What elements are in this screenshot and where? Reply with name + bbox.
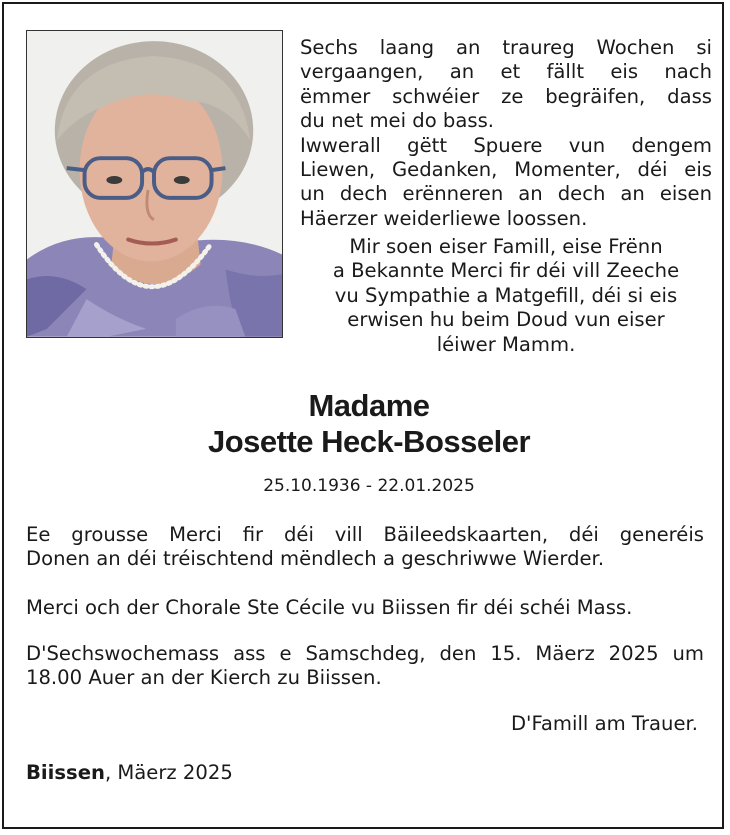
body-line: Ee grousse Merci fir déi vill Bäileedskaarten, déi generéis [26,523,704,546]
life-dates: 25.10.1936 - 22.01.2025 [263,476,475,496]
obituary-card [2,2,724,829]
mass-announcement-paragraph [26,642,704,691]
honorific: Madame [308,388,430,423]
thanks-line: a Bekannte Merci fir déi vill Zeeche [332,259,680,283]
poem-line: ëmmer schwéier ze begräifen, dass [300,84,712,108]
gratitude-paragraph [26,523,704,572]
poem-line: un dech erënneren an dech an eisen [300,182,712,206]
thanks-line: vu Sympathie a Matgefill, déi si eis [334,283,678,307]
thanks-line: Mir soen eiser Famill, eise Frënn [349,235,663,258]
poem-line: vergaangen, an et fällt eis nach [300,60,712,84]
thanks-line: erwisen hu beim Doud vun eiser [347,308,665,332]
place-date [26,761,233,785]
portrait-photo [26,30,283,338]
thanks-line: léiwer Mamm. [436,332,576,356]
thanks-text [300,235,712,357]
body-line: D'Sechswochemass ass e Samschdeg, den 15. Mäerz 2025 um [26,642,704,665]
poem-line: Häerzer weiderliewe loossen. [300,206,588,230]
poem-line: Liewen, Gedanken, Momenter, déi eis [300,158,712,182]
body-line: Merci och der Chorale Ste Cécile vu Biissen fir déi schéi Mass. [26,596,633,619]
deceased-name-block [4,388,730,460]
poem-line: Iwwerall gëtt Spuere vun dengem [300,133,712,157]
deceased-name: Josette Heck-Bosseler [207,424,531,459]
place-town: Biissen [26,761,105,784]
body-line: Donen an déi tréischtend mëndlech a geschriwwe Wierder. [26,547,605,571]
poem-line: du net mei do bass. [300,109,495,133]
poem-text [300,36,712,231]
portrait-image [27,31,282,337]
family-signature: D'Famill am Trauer. [510,712,698,735]
choir-thanks-paragraph [26,596,704,620]
place-date-text: , Mäerz 2025 [104,761,233,784]
poem-line: Sechs laang an traureg Wochen si [300,36,712,59]
body-line: 18.00 Auer an der Kierch zu Biissen. [26,666,382,690]
